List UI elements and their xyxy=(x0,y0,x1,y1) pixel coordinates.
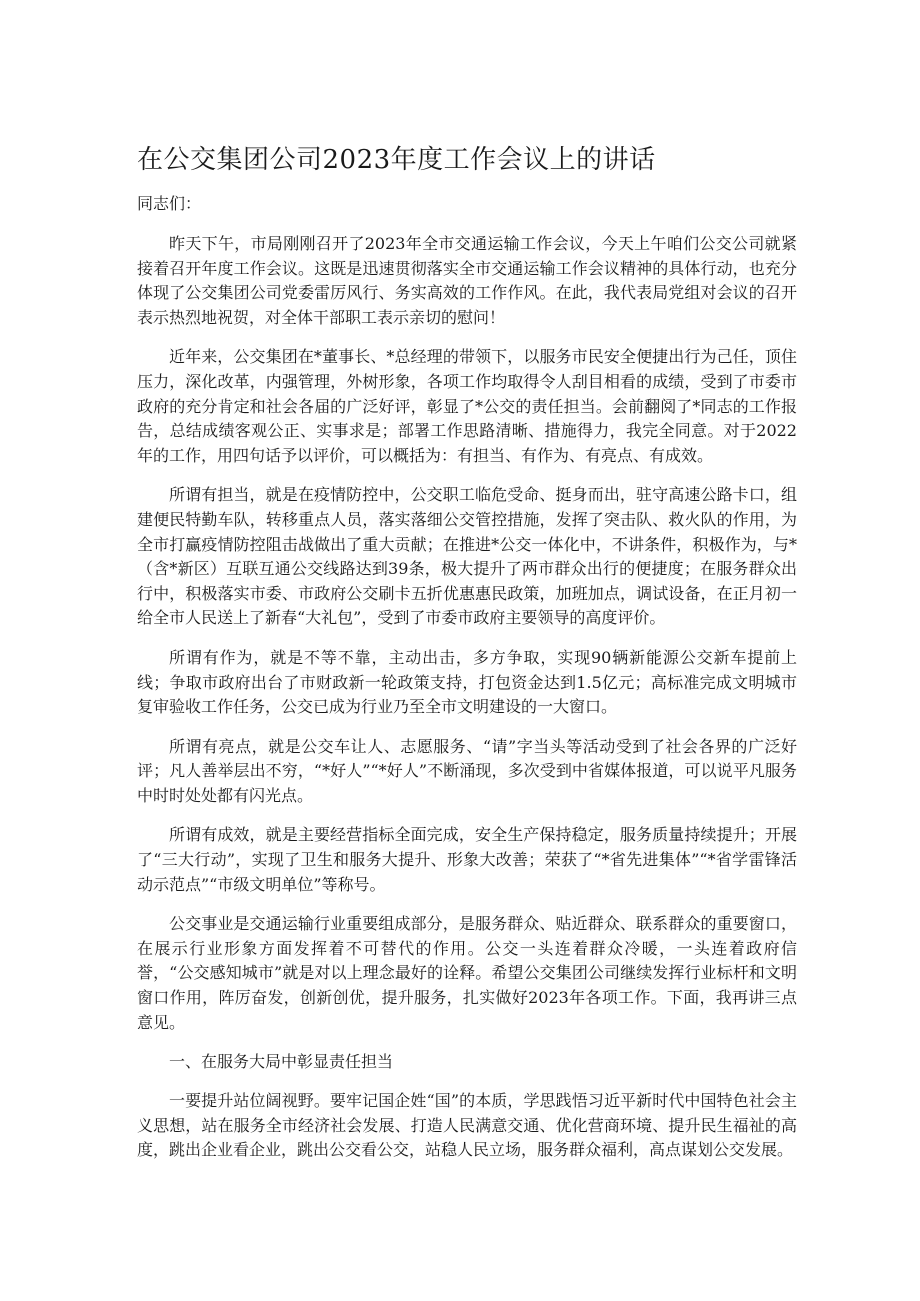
paragraph-achievement: 所谓有作为，就是不等不靠，主动出击，多方争取，实现90辆新能源公交新车提前上线；争取市政府出台了市财政新一轮政策支持，打包资金达到1.5亿元；高标准完成文明城市复审验收工作任务，公交已成为行业乃至全市文明建设的一大窗口。 xyxy=(137,647,797,717)
paragraph-results: 所谓有成效，就是主要经营指标全面完成，安全生产保持稳定，服务质量持续提升；开展了“三大行动”，实现了卫生和服务大提升、形象大改善；荣获了“*省先进集体”“*省学雷锋活动示范点”“市级文明单位”等称号。 xyxy=(137,825,797,894)
paragraph-highlights: 所谓有亮点，就是公交车让人、志愿服务、“请”字当头等活动受到了社会各界的广泛好评；凡人善举层出不穷，“*好人”“*好人”不断涌现，多次受到中省媒体报道，可以说平凡服务中时时处处都有闪光点。 xyxy=(137,736,797,805)
document-title: 在公交集团公司2023年度工作会议上的讲话 xyxy=(137,145,656,175)
paragraph-review: 近年来，公交集团在*董事长、*总经理的带领下，以服务市民安全便捷出行为己任，顶住压力，深化改革，内强管理，外树形象，各项工作均取得令人刮目相看的成绩，受到了市委市政府的充分肯定和社会各届的广泛好评，彰显了*公交的责任担当。会前翻阅了*同志的工作报告，总结成绩客观公正、实事求是；部署工作思路清晰、措施得力，我完全同意。对于2022年的工作，用四句话予以评价，可以概括为：有担当、有作为、有亮点、有成效。 xyxy=(137,347,797,465)
paragraph-opening: 昨天下午，市局刚刚召开了2023年全市交通运输工作会议，今天上午咱们公交公司就紧接着召开年度工作会议。这既是迅速贯彻落实全市交通运输工作会议精神的具体行动，也充分体现了公交集团公司党委雷厉风行、务实高效的工作作风。在此，我代表局党组对会议的召开表示热烈地祝贺，对全体干部职工表示亲切的慰问！ xyxy=(137,234,797,327)
salutation: 同志们： xyxy=(137,194,202,213)
document-page xyxy=(137,140,797,1178)
paragraph-responsibility: 所谓有担当，就是在疫情防控中，公交职工临危受命、挺身而出，驻守高速公路卡口，组建便民特勤车队，转移重点人员，落实落细公交管控措施，发挥了突击队、救火队的作用，为全市打赢疫情防控阻击战做出了重大贡献；在推进*公交一体化中，不讲条件，积极作为，与*（含*新区）互联互通公交线路达到39条，极大提升了两市群众出行的便捷度；在服务群众出行中，积极落实市委、市政府公交刷卡五折优惠惠民政策，加班加点，调试设备，在正月初一给全市人民送上了新春“大礼包”，受到了市委市政府主要领导的高度评价。 xyxy=(137,485,797,628)
paragraph-expectations: 公交事业是交通运输行业重要组成部分，是服务群众、贴近群众、联系群众的重要窗口，在展示行业形象方面发挥着不可替代的作用。公交一头连着群众冷暖，一头连着政府信誉，“公交感知城市”就是对以上理念最好的诠释。希望公交集团公司继续发挥行业标杆和文明窗口作用，阵厉奋发，创新创优，提升服务，扎实做好2023年各项工作。下面，我再讲三点意见。 xyxy=(137,914,797,1032)
section-heading: 一、在服务大局中彰显责任担当 xyxy=(169,1052,394,1072)
section-paragraph: 一要提升站位阔视野。要牢记国企姓“国”的本质，学思践悟习近平新时代中国特色社会主义思想，站在服务全市经济社会发展、打造人民满意交通、优化营商环境、提升民生福祉的高度，跳出企业看企业，跳出公交看公交，站稳人民立场，服务群众福利，高点谋划公交发展。 xyxy=(137,1091,797,1160)
